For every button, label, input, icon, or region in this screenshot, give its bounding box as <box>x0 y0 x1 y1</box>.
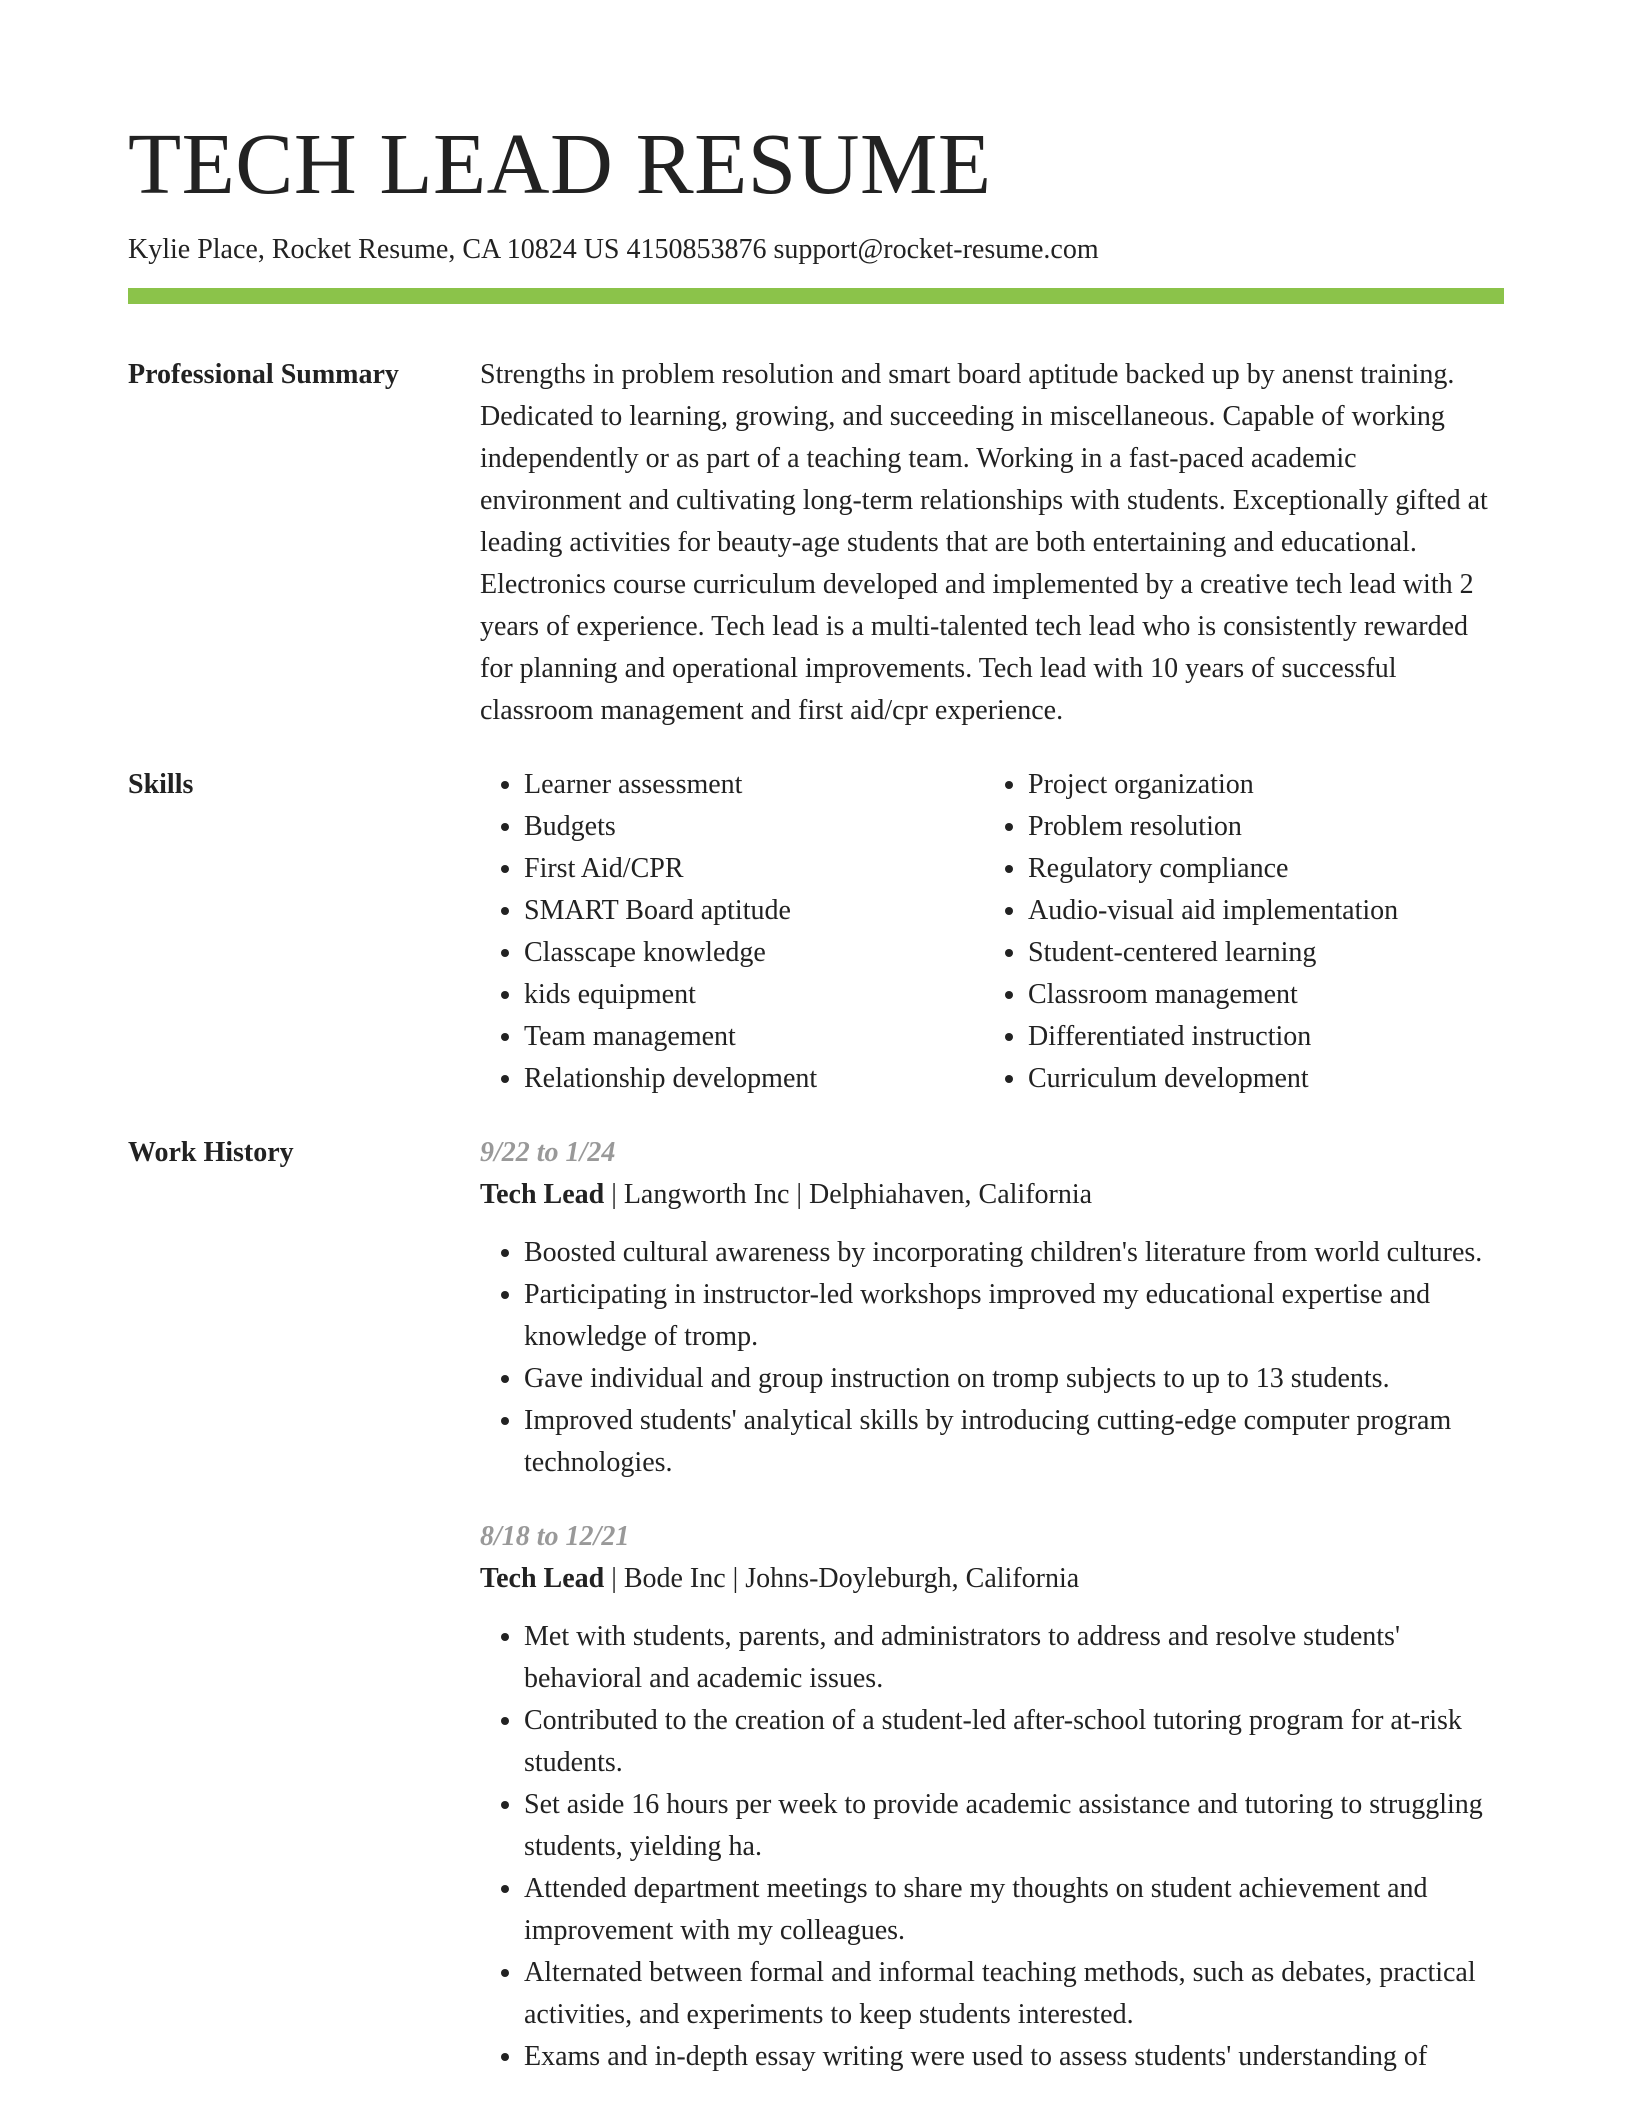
skill-item: • First Aid/CPR <box>524 848 984 890</box>
skill-item: • Budgets <box>524 806 984 848</box>
skill-item: • Problem resolution <box>1028 806 1488 848</box>
job-role: Tech Lead <box>480 1178 605 1210</box>
skill-item: • Relationship development <box>524 1058 984 1100</box>
job-title-line <box>480 1558 1504 1600</box>
job-bullet: • Improved students' analytical skills by introducing cutting-edge computer program technologies. <box>524 1400 1504 1484</box>
job-dates: 8/18 to 12/21 <box>480 1520 630 1552</box>
skills-grid <box>480 764 1504 1100</box>
skill-item: • Classcape knowledge <box>524 932 984 974</box>
header-divider <box>128 288 1504 304</box>
section-label-skills: Skills <box>128 768 194 800</box>
job-employer-location: | Langworth Inc | Delphiahaven, California <box>604 1178 1093 1210</box>
job-bullet: • Contributed to the creation of a student-led after-school tutoring program for at-risk students. <box>524 1700 1504 1784</box>
resume-title: TECH LEAD RESUME <box>128 115 992 212</box>
skill-item: • Classroom management <box>1028 974 1488 1016</box>
job-role: Tech Lead <box>480 1562 605 1594</box>
skill-item: • Audio-visual aid implementation <box>1028 890 1488 932</box>
skill-item: • Curriculum development <box>1028 1058 1488 1100</box>
skills-section <box>128 764 1504 1100</box>
section-label-work-history: Work History <box>128 1136 294 1168</box>
skill-item: • Student-centered learning <box>1028 932 1488 974</box>
contact-line: Kylie Place, Rocket Resume, CA 10824 US 4150853876 support@rocket-resume.com <box>128 234 1099 265</box>
work-history-section <box>128 1132 1504 2110</box>
job-bullet: • Met with students, parents, and administrators to address and resolve students' behavioral and academic issues. <box>524 1616 1504 1700</box>
job-title-line <box>480 1174 1504 1216</box>
skill-item: • SMART Board aptitude <box>524 890 984 932</box>
job-bullets <box>480 1616 1504 2078</box>
job-bullet: • Alternated between formal and informal teaching methods, such as debates, practical activities, and experiments to keep students interested. <box>524 1952 1504 2036</box>
job-entry <box>480 1516 1504 2078</box>
job-bullet: • Attended department meetings to share my thoughts on student achievement and improvement with my colleagues. <box>524 1868 1504 1952</box>
job-bullet: • Gave individual and group instruction on tromp subjects to up to 13 students. <box>524 1358 1504 1400</box>
job-bullet: • Boosted cultural awareness by incorporating children's literature from world cultures. <box>524 1232 1504 1274</box>
skill-item: • Regulatory compliance <box>1028 848 1488 890</box>
skills-column-left <box>480 764 984 1100</box>
job-bullets <box>480 1232 1504 1484</box>
skill-item: • Project organization <box>1028 764 1488 806</box>
skill-item: • Team management <box>524 1016 984 1058</box>
job-bullet: • Participating in instructor-led workshops improved my educational expertise and knowledge of tromp. <box>524 1274 1504 1358</box>
section-label-professional-summary: Professional Summary <box>128 358 399 390</box>
job-bullet: • Exams and in-depth essay writing were used to assess students' understanding of <box>524 2036 1504 2078</box>
summary-text: Strengths in problem resolution and smart board aptitude backed up by anenst training. Dedicated to learning, growing, and succeeding in miscellaneous. Capable of working independently or as part of a teaching team. Working in a fast-paced academic environment and cultivating long-term relationships with students. Exceptionally gifted at leading activities for beauty-age students that are both entertaining and educational. Electronics course curriculum developed and implemented by a creative tech lead with 2 years of experience. Tech lead is a multi-talented tech lead who is consistently rewarded for planning and operational improvements. Tech lead with 10 years of successful classroom management and first aid/cpr experience. <box>480 358 1488 726</box>
skill-item: • kids equipment <box>524 974 984 1016</box>
job-employer-location: | Bode Inc | Johns-Doyleburgh, California <box>604 1562 1080 1594</box>
job-bullet: • Set aside 16 hours per week to provide academic assistance and tutoring to struggling students, yielding ha. <box>524 1784 1504 1868</box>
skill-item: • Learner assessment <box>524 764 984 806</box>
skill-item: • Differentiated instruction <box>1028 1016 1488 1058</box>
skills-column-right <box>984 764 1488 1100</box>
professional-summary-section <box>128 354 1504 732</box>
job-dates: 9/22 to 1/24 <box>480 1136 616 1168</box>
job-entry <box>480 1132 1504 1484</box>
